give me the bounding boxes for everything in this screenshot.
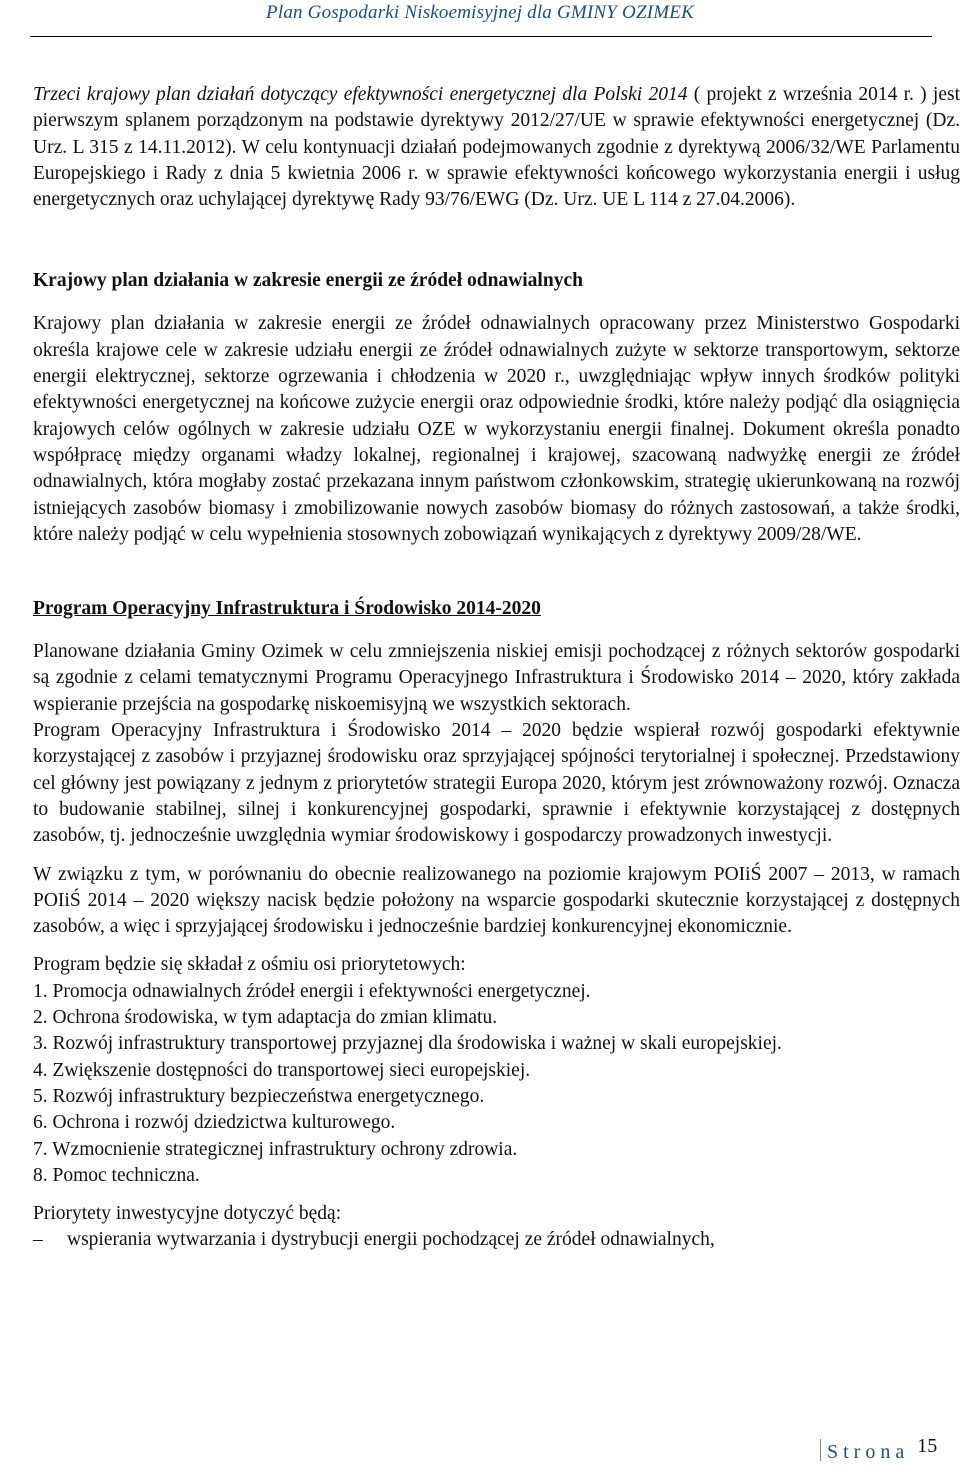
dash-bullet: – <box>33 1229 43 1251</box>
axes-list <box>33 979 960 1189</box>
section1-paragraph: Krajowy plan działania w zakresie energii ze źródeł odnawialnych opracowany przez Ministerstwo Gospodarki określa krajowe cele w zakresie udziału energii ze źródeł odnawialnych zużyte w sektorze transportowym, sektorze energii elektrycznej, sektorze ogrzewania i chłodzenia w 2020 r., uwzględniając wpływ innych środków polityki efektywności energetycznej na końcowe zużycie energii oraz odpowiednie środki, które należy podjąć dla osiągnięcia krajowych celów ogólnych w zakresie udziału OZE w wykorzystaniu energii finalnej. Dokument określa ponadto współpracę między organami władzy lokalnej, regionalnej i krajowej, szacowaną nadwyżkę energii ze źródeł odnawialnych, która mogłaby zostać przekazana innym państwom członkowskim, strategię ukierunkowaną na rozwój istniejących zasobów biomasy i zmobilizowanie nowych zasobów biomasy do różnych zastosowań, a także środki, które należy podjąć w celu wypełnienia stosownych zobowiązań wynikających z dyrektywy 2009/28/WE. <box>33 313 960 545</box>
page-content <box>33 82 960 1253</box>
priority-item <box>33 1227 960 1253</box>
footer-divider <box>820 1439 821 1461</box>
priorities-intro: Priorytety inwestycyjne dotyczyć będą: <box>33 1203 342 1225</box>
list-item: 8. Pomoc techniczna. <box>33 1164 200 1186</box>
list-item: 4. Zwiększenie dostępności do transportowej sieci europejskiej. <box>33 1059 531 1081</box>
section2-paragraph3: W związku z tym, w porównaniu do obecnie realizowanego na poziomie krajowym POIiŚ 2007 – 2013, w ramach POIiŚ 2014 – 2020 większy nacisk będzie położony na wsparcie gospodarki skutecznie korzystającej z dostępnych zasobów, a więc i sprzyjającej środowisku i jednocześnie bardziej konkurencyjnej ekonomicznie. <box>33 863 960 938</box>
section1-heading: Krajowy plan działania w zakresie energii ze źródeł odnawialnych <box>33 270 583 292</box>
page-footer <box>820 1435 938 1464</box>
list-item: 7. Wzmocnienie strategicznej infrastruktury ochrony zdrowia. <box>33 1138 518 1160</box>
list-item: 3. Rozwój infrastruktury transportowej przyjaznej dla środowiska i ważnej w skali europejskiej. <box>33 1033 782 1055</box>
section2-heading: Program Operacyjny Infrastruktura i Środowisko 2014-2020 <box>33 598 541 620</box>
header-rule <box>30 36 932 37</box>
list-item: 2. Ochrona środowiska, w tym adaptacja do zmian klimatu. <box>33 1007 498 1029</box>
list-item: 5. Rozwój infrastruktury bezpieczeństwa energetycznego. <box>33 1085 485 1107</box>
section2-paragraph2: Program Operacyjny Infrastruktura i Środowisko 2014 – 2020 będzie wspierał rozwój gospodarki efektywnie korzystającej z zasobów i przyjaznej środowisku oraz sprzyjającej spójności terytorialnej i społecznej. Przedstawiony cel główny jest powiązany z jednym z priorytetów strategii Europa 2020, którym jest zrównoważony rozwój. Oznacza to budowanie stabilnej, silnej i konkurencyjnej gospodarki, sprawnie i efektywnie korzystającej z dostępnych zasobów, tj. jednocześnie uwzględnia wymiar środowiskowy i gospodarczy prowadzonych inwestycji. <box>33 720 960 847</box>
list-item: 1. Promocja odnawialnych źródeł energii i efektywności energetycznej. <box>33 980 591 1002</box>
page-header <box>0 0 960 24</box>
axes-intro: Program będzie się składał z ośmiu osi priorytetowych: <box>33 954 466 976</box>
header-title: Plan Gospodarki Niskoemisyjnej dla GMINY OZIMEK <box>266 2 694 23</box>
footer-strona: Strona <box>827 1441 910 1463</box>
priority-text: wspierania wytwarzania i dystrybucji energii pochodzącej ze źródeł odnawialnych, <box>67 1229 715 1251</box>
page-number: 15 <box>917 1435 938 1457</box>
intro-paragraph <box>33 82 960 213</box>
list-item: 6. Ochrona i rozwój dziedzictwa kulturowego. <box>33 1112 396 1134</box>
intro-italic: Trzeci krajowy plan działań dotyczący efektywności energetycznej dla Polski 2014 <box>33 84 688 105</box>
section2-paragraph1: Planowane działania Gminy Ozimek w celu zmniejszenia niskiej emisji pochodzącej z różnych sektorów gospodarki są zgodnie z celami tematycznymi Programu Operacyjnego Infrastruktura i Środowisko 2014 – 2020, który zakłada wspieranie przejścia na gospodarkę niskoemisyjną we wszystkich sektorach. <box>33 641 960 715</box>
intro-rest: ( projekt z września 2014 r. ) jest pierwszym splanem porządzonym na podstawie dyrektywy 2012/27/UE w sprawie efektywności energetycznej (Dz. Urz. L 315 z 14.11.2012). W celu kontynuacji działań podejmowanych zgodnie z dyrektywą 2006/32/WE Parlamentu Europejskiego i Rady z dnia 5 kwietnia 2006 r. w sprawie efektywności końcowego wykorzystania energii i usług energetycznych oraz uchylającej dyrektywę Rady 93/76/EWG (Dz. Urz. UE L 114 z 27.04.2006). <box>33 84 960 211</box>
